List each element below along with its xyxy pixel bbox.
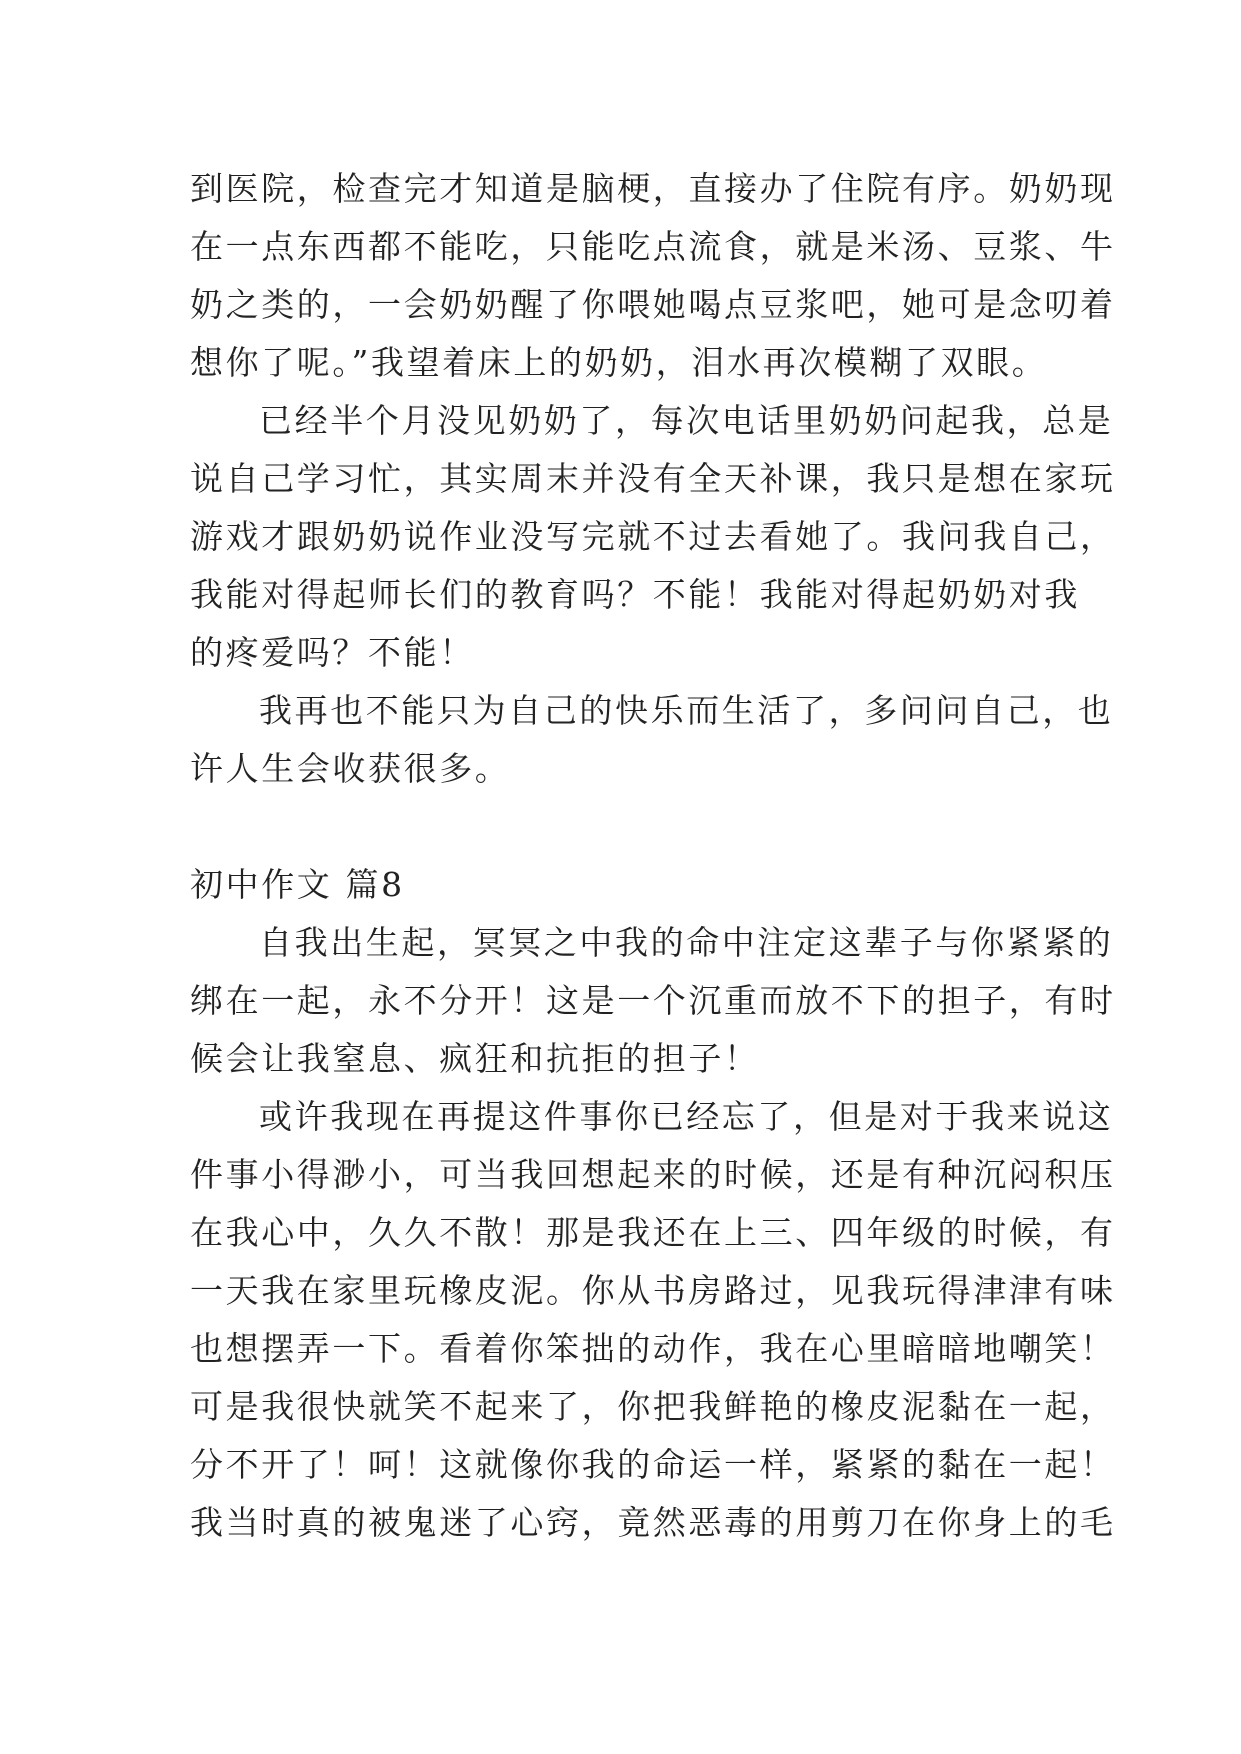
text-line: 我再也不能只为自己的快乐而生活了，多问问自己，也 bbox=[259, 691, 1114, 730]
paragraph bbox=[190, 1088, 1116, 1552]
text-line: 的疼爱吗？不能！ bbox=[190, 633, 475, 672]
paragraph bbox=[190, 392, 1116, 682]
text-line: 我当时真的被鬼迷了心窍，竟然恶毒的用剪刀在你身上的毛 bbox=[190, 1503, 1116, 1542]
text-line: 到医院，检查完才知道是脑梗，直接办了住院有序。奶奶现 bbox=[190, 169, 1116, 208]
text-line: 候会让我窒息、疯狂和抗拒的担子！ bbox=[190, 1039, 760, 1078]
text-line: 一天我在家里玩橡皮泥。你从书房路过，见我玩得津津有味 bbox=[190, 1271, 1116, 1310]
paragraph-gap bbox=[190, 798, 1060, 856]
text-line: 已经半个月没见奶奶了，每次电话里奶奶问起我，总是 bbox=[259, 401, 1114, 440]
paragraph bbox=[190, 914, 1116, 1088]
text-line: 也想摆弄一下。看着你笨拙的动作，我在心里暗暗地嘲笑！ bbox=[190, 1329, 1116, 1368]
text-line: 分不开了！呵！这就像你我的命运一样，紧紧的黏在一起！ bbox=[190, 1445, 1116, 1484]
text-line: 自我出生起，冥冥之中我的命中注定这辈子与你紧紧的 bbox=[259, 923, 1114, 962]
text-line: 我能对得起师长们的教育吗？不能！我能对得起奶奶对我 bbox=[190, 575, 1080, 614]
text-line: 游戏才跟奶奶说作业没写完就不过去看她了。我问我自己， bbox=[190, 517, 1116, 556]
section-heading bbox=[190, 856, 1060, 914]
paragraph bbox=[190, 682, 1114, 798]
text-line: 件事小得渺小，可当我回想起来的时候，还是有种沉闷积压 bbox=[190, 1155, 1116, 1194]
text-line: 许人生会收获很多。 bbox=[190, 749, 511, 788]
text-line: 奶之类的，一会奶奶醒了你喂她喝点豆浆吧，她可是念叨着 bbox=[190, 285, 1116, 324]
paragraph bbox=[190, 160, 1116, 392]
text-line: 说自己学习忙，其实周末并没有全天补课，我只是想在家玩 bbox=[190, 459, 1116, 498]
text-line: 在我心中，久久不散！那是我还在上三、四年级的时候，有 bbox=[190, 1213, 1116, 1252]
text-line: 绑在一起，永不分开！这是一个沉重而放不下的担子，有时 bbox=[190, 981, 1116, 1020]
text-line: 想你了呢。”我望着床上的奶奶，泪水再次模糊了双眼。 bbox=[190, 343, 1048, 382]
text-line: 可是我很快就笑不起来了，你把我鲜艳的橡皮泥黏在一起， bbox=[190, 1387, 1116, 1426]
text-line: 在一点东西都不能吃，只能吃点流食，就是米汤、豆浆、牛 bbox=[190, 227, 1116, 266]
document-body bbox=[190, 160, 1116, 1552]
text-line: 或许我现在再提这件事你已经忘了，但是对于我来说这 bbox=[259, 1097, 1114, 1136]
heading-text: 初中作文 篇8 bbox=[190, 865, 405, 904]
